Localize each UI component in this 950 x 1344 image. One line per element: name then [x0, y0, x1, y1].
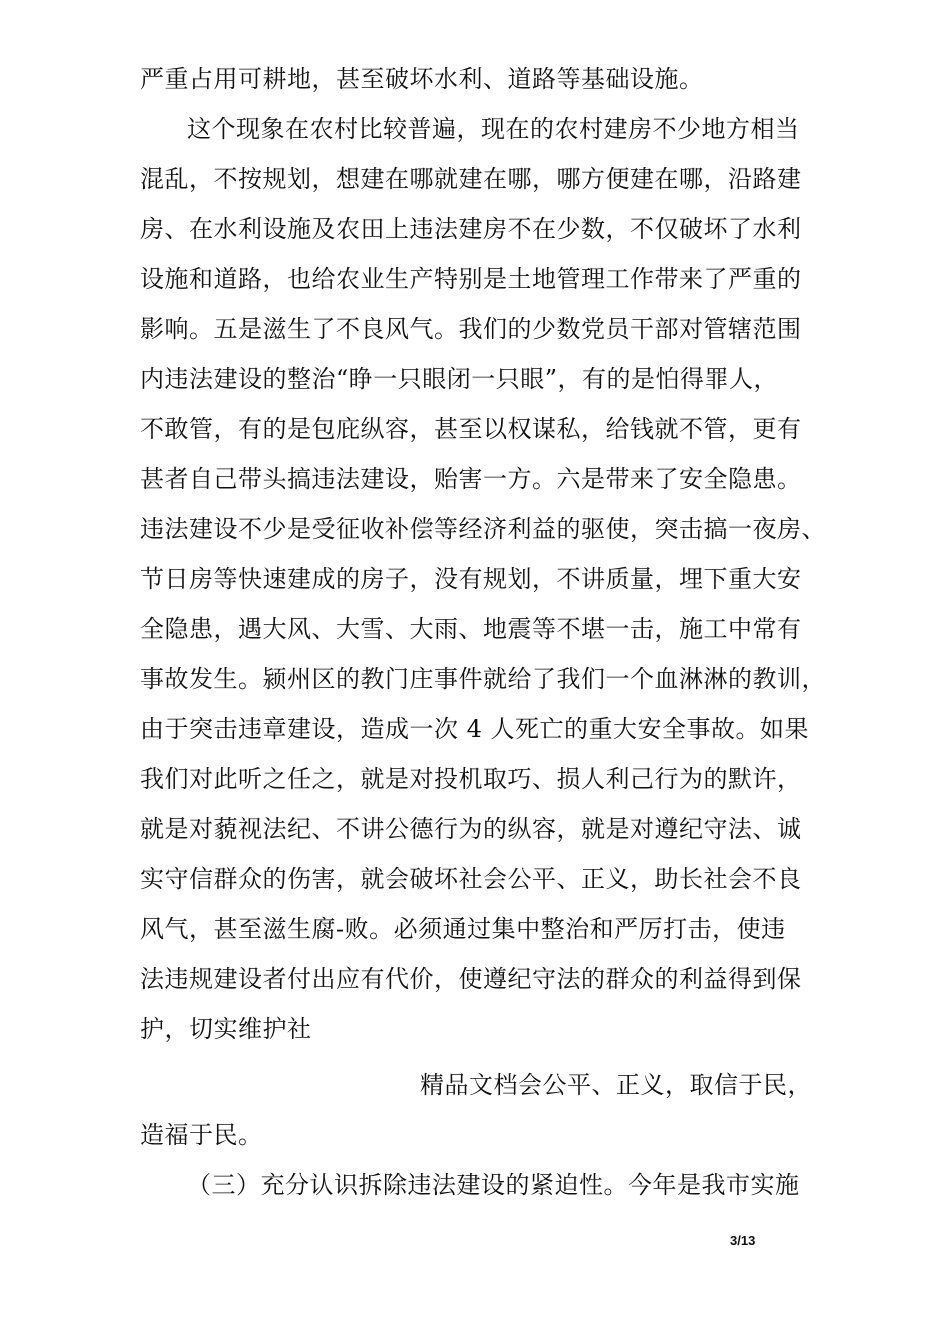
text-line-23: （三）充分认识拆除违法建设的紧迫性。今年是我市实施 — [187, 1171, 800, 1199]
text-line-18: 风气，甚至滋生腐-败。必须通过集中整治和严厉打击，使违 — [140, 915, 786, 943]
text-line-19: 法违规建设者付出应有代价，使遵纪守法的群众的利益得到保 — [140, 965, 802, 993]
page-number: 3/13 — [730, 1233, 756, 1248]
text-line-17: 实守信群众的伤害，就会破坏社会公平、正义，助长社会不良 — [140, 865, 802, 893]
text-line-4: 房、在水利设施及农田上违法建房不在少数，不仅破坏了水利 — [140, 215, 802, 243]
text-line-16: 就是对藐视法纪、不讲公德行为的纵容，就是对遵纪守法、诚 — [140, 815, 802, 843]
text-line-20: 护，切实维护社 — [140, 1015, 312, 1043]
text-line-22: 造福于民。 — [140, 1121, 263, 1149]
text-line-14: 由于突击违章建设，造成一次 4 人死亡的重大安全事故。如果 — [140, 715, 810, 743]
text-line-12: 全隐患，遇大风、大雪、大雨、地震等不堪一击，施工中常有 — [140, 615, 802, 643]
text-line-11: 节日房等快速建成的房子，没有规划，不讲质量，埋下重大安 — [140, 565, 802, 593]
text-line-21: 精品文档会公平、正义，取信于民， — [420, 1071, 812, 1099]
text-line-1: 严重占用可耕地，甚至破坏水利、道路等基础设施。 — [140, 65, 704, 93]
text-line-6: 影响。五是滋生了不良风气。我们的少数党员干部对管辖范围 — [140, 315, 802, 343]
text-line-7: 内违法建设的整治“睁一只眼闭一只眼”，有的是怕得罪人， — [140, 365, 779, 393]
text-line-8: 不敢管，有的是包庇纵容，甚至以权谋私，给钱就不管，更有 — [140, 415, 802, 443]
text-line-5: 设施和道路，也给农业生产特别是土地管理工作带来了严重的 — [140, 265, 802, 293]
text-line-15: 我们对此听之任之，就是对投机取巧、损人利己行为的默许， — [140, 765, 802, 793]
text-line-13: 事故发生。颍州区的教门庄事件就给了我们一个血淋淋的教训， — [140, 665, 826, 693]
text-line-10: 违法建设不少是受征收补偿等经济利益的驱使，突击搞一夜房、 — [140, 515, 826, 543]
text-line-3: 混乱，不按规划，想建在哪就建在哪，哪方便建在哪，沿路建 — [140, 165, 802, 193]
text-line-2: 这个现象在农村比较普遍，现在的农村建房不少地方相当 — [187, 115, 800, 143]
text-line-9: 甚者自己带头搞违法建设，贻害一方。六是带来了安全隐患。 — [140, 465, 802, 493]
